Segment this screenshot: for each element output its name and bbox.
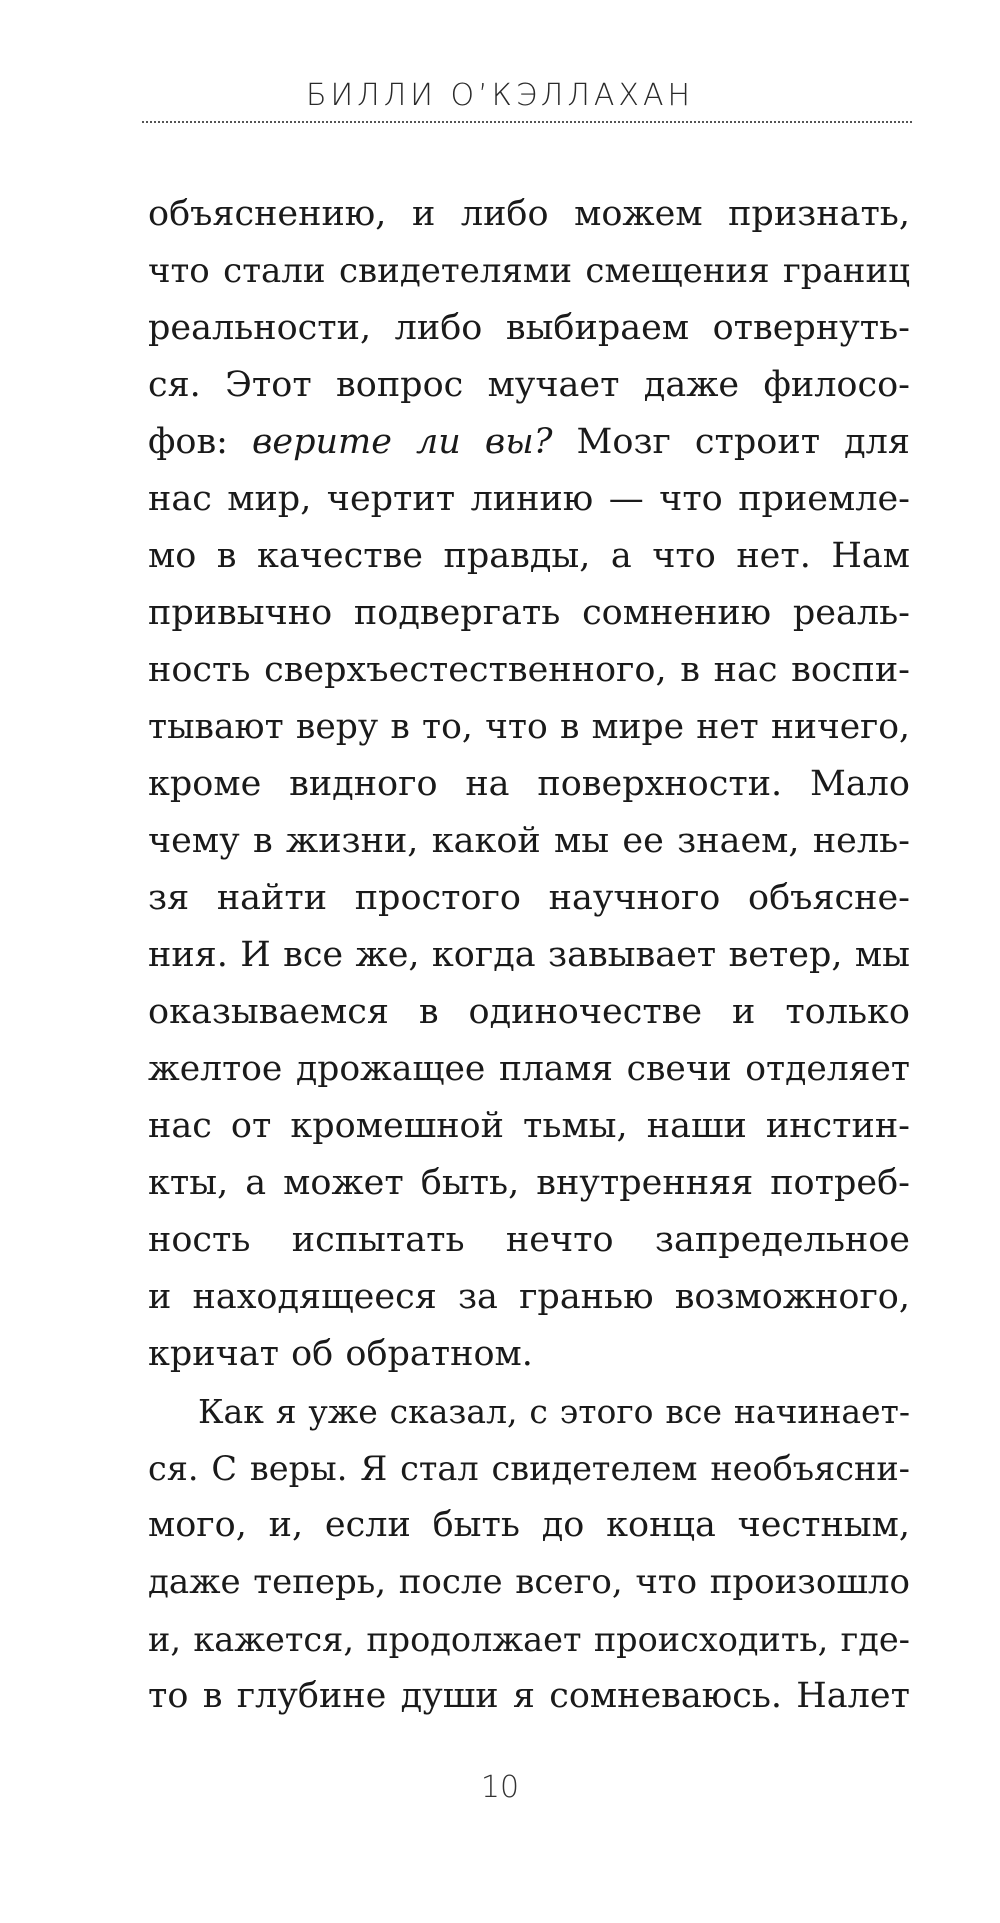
text-line: ся. С веры. Я стал свидетелем необъясни- <box>148 1449 910 1488</box>
text-line: ся. Этот вопрос мучает даже филосо- <box>148 365 910 405</box>
text-line: ния. И все же, когда завывает ветер, мы <box>148 935 910 975</box>
page-number: 10 <box>480 1770 520 1805</box>
text-segment: Мозг строит для <box>576 422 910 462</box>
text-line: кты, а может быть, внутренняя потреб- <box>148 1163 910 1203</box>
text-line: то в глубине души я сомневаюсь. Налет <box>148 1676 910 1716</box>
text-line: мого, и, если быть до конца честным, <box>148 1505 910 1545</box>
text-line: кроме видного на поверхности. Мало <box>148 764 910 804</box>
text-line: желтое дрожащее пламя свечи отделяет <box>148 1049 910 1089</box>
text-line: что стали свидетелями смещения границ <box>148 251 910 291</box>
text-line <box>148 414 910 471</box>
paragraph-start-line: Как я уже сказал, с этого все начинает- <box>198 1392 910 1431</box>
italic-question: верите ли вы? <box>252 422 553 462</box>
text-segment: фов: <box>148 422 228 462</box>
running-head-title: БИЛЛИ О’КЭЛЛАХАН <box>305 78 695 113</box>
text-line: мо в качестве правды, а что нет. Нам <box>148 536 910 576</box>
text-line: чему в жизни, какой мы ее знаем, нель- <box>148 821 910 861</box>
text-line: и находящееся за гранью возможного, <box>148 1277 910 1317</box>
text-line: нас от кромешной тьмы, наши инстин- <box>148 1106 910 1146</box>
text-line: и, кажется, продолжает происходить, где- <box>148 1620 910 1659</box>
text-line: объяснению, и либо можем признать, <box>148 194 910 234</box>
paragraph-end-line: кричат об обратном. <box>148 1334 533 1374</box>
header-dotted-rule <box>142 121 912 123</box>
text-line: даже теперь, после всего, что произошло <box>148 1562 910 1602</box>
text-line: тывают веру в то, что в мире нет ничего, <box>148 707 910 747</box>
text-line: реальности, либо выбираем отвернуть- <box>148 308 910 348</box>
text-line: ность испытать нечто запредельное <box>148 1220 910 1260</box>
text-line: оказываемся в одиночестве и только <box>148 992 910 1032</box>
text-line: ность сверхъестественного, в нас воспи- <box>148 650 910 690</box>
text-line: зя найти простого научного объясне- <box>148 878 910 918</box>
text-line: нас мир, чертит линию — что приемле- <box>148 479 910 519</box>
text-line: привычно подвергать сомнению реаль- <box>148 593 910 633</box>
body-text <box>148 186 910 1725</box>
